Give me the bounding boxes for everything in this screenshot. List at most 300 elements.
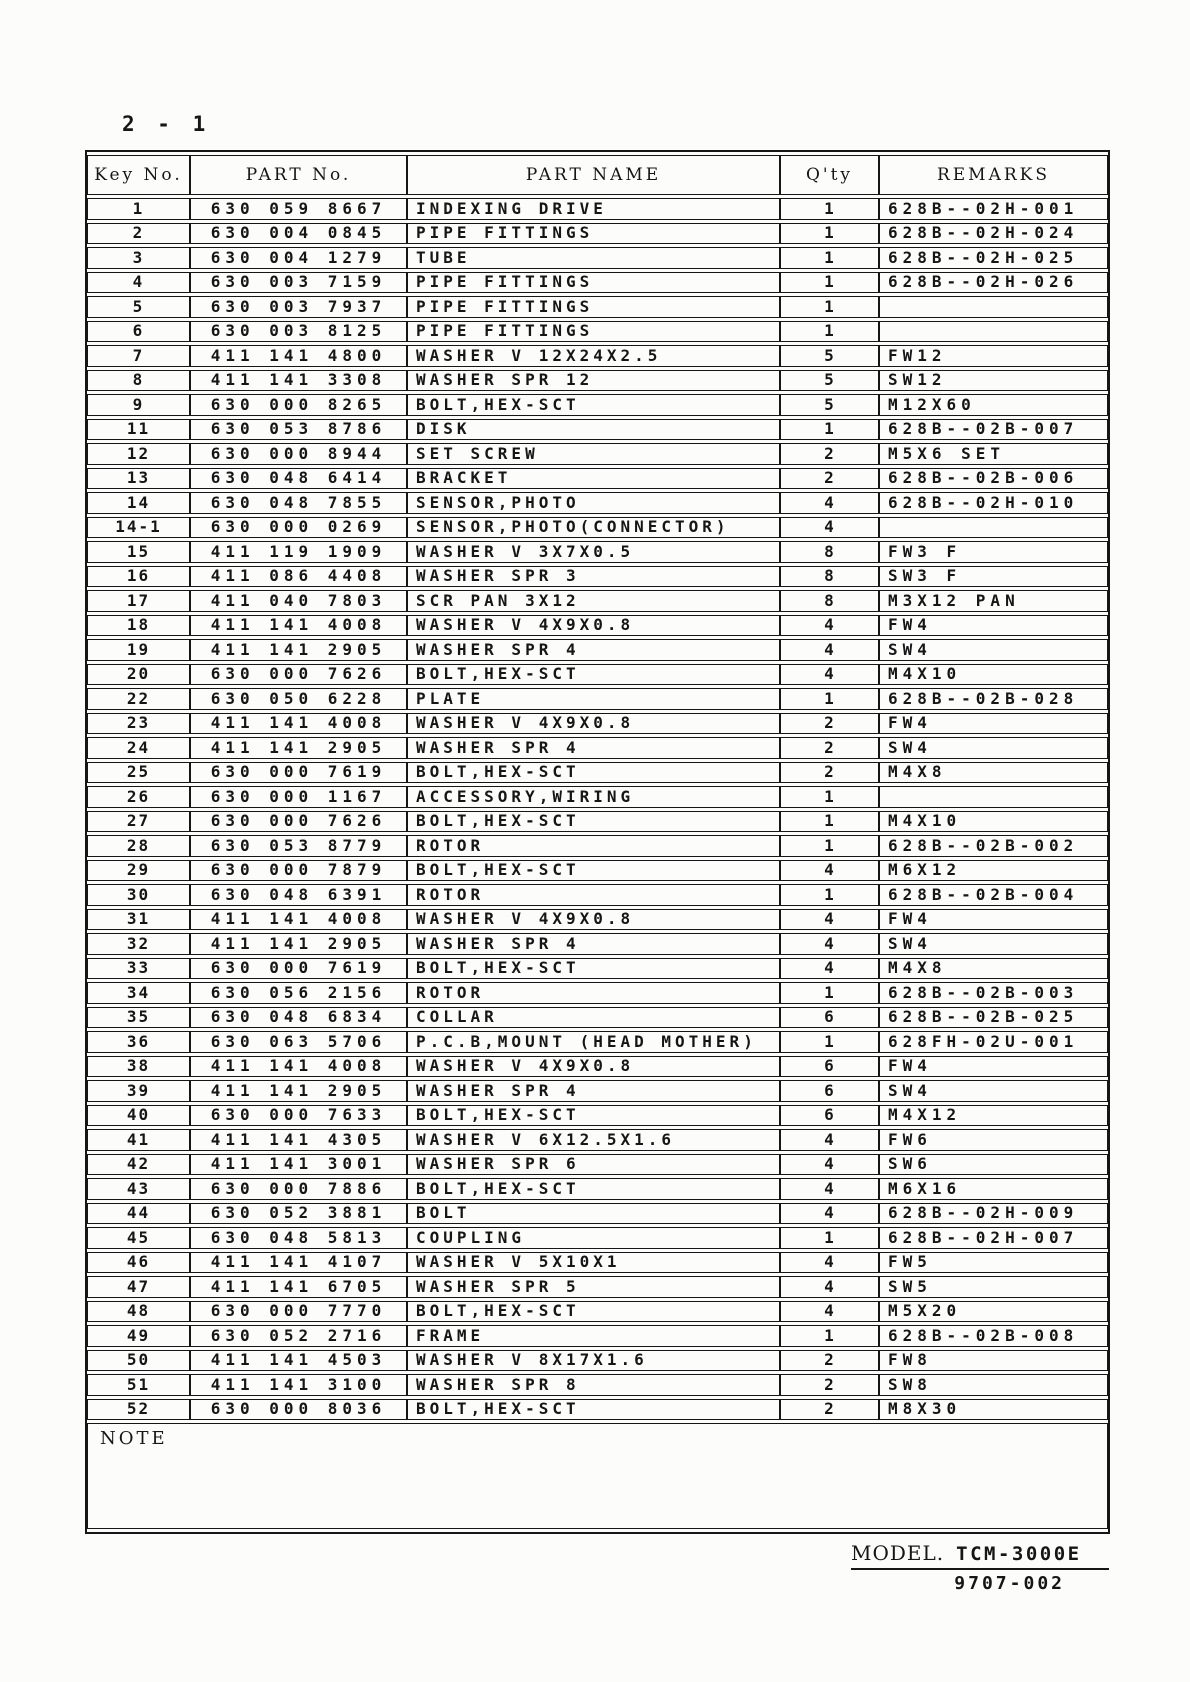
cell-remarks: M4X12 bbox=[879, 1105, 1108, 1127]
cell-key-no: 29 bbox=[87, 860, 190, 882]
cell-part-no: 411 141 2905 bbox=[190, 737, 407, 759]
cell-qty: 4 bbox=[780, 615, 879, 637]
cell-part-no: 411 141 3100 bbox=[190, 1374, 407, 1396]
cell-key-no: 16 bbox=[87, 566, 190, 588]
cell-remarks: M4X10 bbox=[879, 664, 1108, 686]
cell-key-no: 49 bbox=[87, 1325, 190, 1347]
cell-qty: 4 bbox=[780, 909, 879, 931]
cell-part-name: WASHER V 5X10X1 bbox=[407, 1252, 780, 1274]
cell-qty: 4 bbox=[780, 492, 879, 514]
cell-part-no: 630 000 7626 bbox=[190, 811, 407, 833]
table-row bbox=[87, 541, 1108, 563]
table-row bbox=[87, 639, 1108, 661]
cell-part-name: PIPE FITTINGS bbox=[407, 272, 780, 294]
footer bbox=[851, 1541, 1109, 1594]
cell-key-no: 42 bbox=[87, 1154, 190, 1176]
cell-part-name: BOLT,HEX-SCT bbox=[407, 811, 780, 833]
cell-key-no: 46 bbox=[87, 1252, 190, 1274]
cell-part-no: 411 141 4008 bbox=[190, 909, 407, 931]
cell-key-no: 39 bbox=[87, 1080, 190, 1102]
cell-remarks: 628B--02B-004 bbox=[879, 884, 1108, 906]
cell-qty: 1 bbox=[780, 198, 879, 220]
cell-part-no: 411 141 4800 bbox=[190, 345, 407, 367]
cell-part-name: BOLT,HEX-SCT bbox=[407, 762, 780, 784]
cell-qty: 2 bbox=[780, 443, 879, 465]
cell-part-name: P.C.B,MOUNT (HEAD MOTHER) bbox=[407, 1031, 780, 1053]
cell-part-no: 411 141 4305 bbox=[190, 1129, 407, 1151]
cell-part-name: SET SCREW bbox=[407, 443, 780, 465]
cell-part-name: WASHER SPR 12 bbox=[407, 370, 780, 392]
cell-qty: 4 bbox=[780, 1203, 879, 1225]
cell-part-name: ACCESSORY,WIRING bbox=[407, 786, 780, 808]
table-row bbox=[87, 443, 1108, 465]
table-row bbox=[87, 223, 1108, 245]
cell-part-no: 411 141 3308 bbox=[190, 370, 407, 392]
cell-part-name: WASHER V 12X24X2.5 bbox=[407, 345, 780, 367]
cell-part-no: 630 063 5706 bbox=[190, 1031, 407, 1053]
table-row bbox=[87, 370, 1108, 392]
cell-part-no: 630 004 0845 bbox=[190, 223, 407, 245]
cell-remarks: FW5 bbox=[879, 1252, 1108, 1274]
cell-key-no: 1 bbox=[87, 198, 190, 220]
table-row bbox=[87, 1203, 1108, 1225]
parts-table-body bbox=[87, 198, 1108, 1420]
cell-remarks: FW6 bbox=[879, 1129, 1108, 1151]
cell-remarks: M6X12 bbox=[879, 860, 1108, 882]
cell-part-no: 411 141 2905 bbox=[190, 1080, 407, 1102]
table-row bbox=[87, 1007, 1108, 1029]
cell-remarks bbox=[879, 296, 1108, 318]
cell-key-no: 17 bbox=[87, 590, 190, 612]
cell-key-no: 2 bbox=[87, 223, 190, 245]
cell-remarks: SW5 bbox=[879, 1276, 1108, 1298]
table-row bbox=[87, 1350, 1108, 1372]
cell-part-no: 630 000 7619 bbox=[190, 762, 407, 784]
cell-qty: 2 bbox=[780, 1350, 879, 1372]
cell-qty: 1 bbox=[780, 223, 879, 245]
table-row bbox=[87, 468, 1108, 490]
cell-part-name: PIPE FITTINGS bbox=[407, 223, 780, 245]
cell-part-no: 630 000 1167 bbox=[190, 786, 407, 808]
cell-part-name: ROTOR bbox=[407, 884, 780, 906]
header-part-no: PART No. bbox=[190, 155, 407, 195]
cell-part-no: 630 059 8667 bbox=[190, 198, 407, 220]
cell-remarks: FW8 bbox=[879, 1350, 1108, 1372]
cell-remarks: FW4 bbox=[879, 615, 1108, 637]
cell-part-name: BRACKET bbox=[407, 468, 780, 490]
cell-remarks: M5X20 bbox=[879, 1301, 1108, 1323]
cell-part-no: 630 052 2716 bbox=[190, 1325, 407, 1347]
cell-key-no: 50 bbox=[87, 1350, 190, 1372]
cell-qty: 6 bbox=[780, 1080, 879, 1102]
cell-part-no: 630 000 7879 bbox=[190, 860, 407, 882]
cell-qty: 1 bbox=[780, 811, 879, 833]
cell-part-no: 630 000 7619 bbox=[190, 958, 407, 980]
cell-remarks: 628B--02B-006 bbox=[879, 468, 1108, 490]
table-row bbox=[87, 884, 1108, 906]
cell-remarks: 628B--02H-001 bbox=[879, 198, 1108, 220]
cell-part-no: 411 141 2905 bbox=[190, 933, 407, 955]
cell-part-no: 630 003 7937 bbox=[190, 296, 407, 318]
doc-number: 9707-002 bbox=[954, 1573, 1065, 1594]
table-row bbox=[87, 664, 1108, 686]
cell-key-no: 32 bbox=[87, 933, 190, 955]
cell-part-no: 630 048 7855 bbox=[190, 492, 407, 514]
cell-remarks: SW4 bbox=[879, 933, 1108, 955]
cell-key-no: 51 bbox=[87, 1374, 190, 1396]
cell-key-no: 7 bbox=[87, 345, 190, 367]
parts-table-header bbox=[87, 155, 1108, 195]
cell-key-no: 28 bbox=[87, 835, 190, 857]
table-row bbox=[87, 1325, 1108, 1347]
table-row bbox=[87, 835, 1108, 857]
parts-table-container bbox=[85, 150, 1110, 1534]
table-row bbox=[87, 737, 1108, 759]
cell-remarks: SW8 bbox=[879, 1374, 1108, 1396]
note-section bbox=[87, 1423, 1108, 1529]
cell-part-name: SENSOR,PHOTO bbox=[407, 492, 780, 514]
cell-remarks bbox=[879, 517, 1108, 539]
cell-part-name: BOLT,HEX-SCT bbox=[407, 1178, 780, 1200]
cell-qty: 4 bbox=[780, 1178, 879, 1200]
table-row bbox=[87, 688, 1108, 710]
cell-part-no: 630 000 7626 bbox=[190, 664, 407, 686]
cell-part-name: FRAME bbox=[407, 1325, 780, 1347]
cell-part-name: WASHER V 6X12.5X1.6 bbox=[407, 1129, 780, 1151]
cell-part-name: BOLT,HEX-SCT bbox=[407, 1301, 780, 1323]
cell-part-name: BOLT,HEX-SCT bbox=[407, 664, 780, 686]
cell-qty: 6 bbox=[780, 1056, 879, 1078]
cell-remarks: FW4 bbox=[879, 1056, 1108, 1078]
cell-part-no: 630 000 0269 bbox=[190, 517, 407, 539]
table-row bbox=[87, 1252, 1108, 1274]
table-row bbox=[87, 517, 1108, 539]
cell-qty: 6 bbox=[780, 1007, 879, 1029]
cell-part-no: 411 141 4008 bbox=[190, 713, 407, 735]
cell-remarks: M6X16 bbox=[879, 1178, 1108, 1200]
cell-qty: 4 bbox=[780, 639, 879, 661]
cell-part-name: BOLT,HEX-SCT bbox=[407, 1399, 780, 1421]
table-row bbox=[87, 1031, 1108, 1053]
cell-part-no: 630 000 7633 bbox=[190, 1105, 407, 1127]
table-row bbox=[87, 982, 1108, 1004]
cell-part-name: BOLT,HEX-SCT bbox=[407, 860, 780, 882]
model-value: TCM-3000E bbox=[956, 1543, 1082, 1565]
cell-qty: 8 bbox=[780, 566, 879, 588]
table-row bbox=[87, 1301, 1108, 1323]
cell-key-no: 38 bbox=[87, 1056, 190, 1078]
cell-part-no: 630 000 8944 bbox=[190, 443, 407, 465]
cell-key-no: 24 bbox=[87, 737, 190, 759]
table-row bbox=[87, 713, 1108, 735]
cell-key-no: 13 bbox=[87, 468, 190, 490]
cell-key-no: 25 bbox=[87, 762, 190, 784]
cell-key-no: 34 bbox=[87, 982, 190, 1004]
cell-qty: 4 bbox=[780, 517, 879, 539]
table-row bbox=[87, 492, 1108, 514]
cell-qty: 4 bbox=[780, 1276, 879, 1298]
cell-qty: 1 bbox=[780, 982, 879, 1004]
cell-part-name: BOLT,HEX-SCT bbox=[407, 958, 780, 980]
cell-key-no: 14 bbox=[87, 492, 190, 514]
cell-part-no: 630 003 8125 bbox=[190, 321, 407, 343]
cell-qty: 2 bbox=[780, 1399, 879, 1421]
cell-part-name: PLATE bbox=[407, 688, 780, 710]
cell-qty: 1 bbox=[780, 786, 879, 808]
cell-remarks bbox=[879, 321, 1108, 343]
cell-part-name: WASHER SPR 8 bbox=[407, 1374, 780, 1396]
table-row bbox=[87, 419, 1108, 441]
cell-qty: 2 bbox=[780, 1374, 879, 1396]
cell-part-name: WASHER V 3X7X0.5 bbox=[407, 541, 780, 563]
cell-remarks: 628B--02B-002 bbox=[879, 835, 1108, 857]
cell-part-name: WASHER SPR 3 bbox=[407, 566, 780, 588]
cell-remarks: 628B--02B-008 bbox=[879, 1325, 1108, 1347]
cell-remarks: 628B--02B-028 bbox=[879, 688, 1108, 710]
cell-remarks: SW12 bbox=[879, 370, 1108, 392]
cell-part-no: 411 141 4008 bbox=[190, 615, 407, 637]
table-row bbox=[87, 1276, 1108, 1298]
header-key-no: Key No. bbox=[87, 155, 190, 195]
cell-part-no: 411 141 4008 bbox=[190, 1056, 407, 1078]
cell-qty: 5 bbox=[780, 345, 879, 367]
table-row bbox=[87, 958, 1108, 980]
cell-remarks: SW6 bbox=[879, 1154, 1108, 1176]
cell-qty: 4 bbox=[780, 933, 879, 955]
cell-key-no: 6 bbox=[87, 321, 190, 343]
cell-key-no: 30 bbox=[87, 884, 190, 906]
table-row bbox=[87, 933, 1108, 955]
cell-part-no: 630 000 8036 bbox=[190, 1399, 407, 1421]
cell-remarks: 628B--02H-024 bbox=[879, 223, 1108, 245]
cell-part-no: 411 141 2905 bbox=[190, 639, 407, 661]
table-row bbox=[87, 909, 1108, 931]
cell-key-no: 19 bbox=[87, 639, 190, 661]
cell-part-no: 630 056 2156 bbox=[190, 982, 407, 1004]
cell-key-no: 4 bbox=[87, 272, 190, 294]
cell-remarks: SW3 F bbox=[879, 566, 1108, 588]
cell-remarks: SW4 bbox=[879, 639, 1108, 661]
cell-part-name: WASHER V 4X9X0.8 bbox=[407, 713, 780, 735]
cell-part-name: COLLAR bbox=[407, 1007, 780, 1029]
table-row bbox=[87, 1374, 1108, 1396]
cell-key-no: 20 bbox=[87, 664, 190, 686]
cell-part-name: WASHER V 4X9X0.8 bbox=[407, 615, 780, 637]
cell-qty: 2 bbox=[780, 713, 879, 735]
cell-part-no: 411 141 4503 bbox=[190, 1350, 407, 1372]
cell-qty: 6 bbox=[780, 1105, 879, 1127]
cell-key-no: 40 bbox=[87, 1105, 190, 1127]
cell-qty: 1 bbox=[780, 1325, 879, 1347]
cell-remarks: 628B--02H-010 bbox=[879, 492, 1108, 514]
cell-remarks: 628B--02B-007 bbox=[879, 419, 1108, 441]
table-row bbox=[87, 786, 1108, 808]
cell-part-name: WASHER SPR 6 bbox=[407, 1154, 780, 1176]
cell-key-no: 33 bbox=[87, 958, 190, 980]
cell-remarks: FW4 bbox=[879, 713, 1108, 735]
table-row bbox=[87, 345, 1108, 367]
model-line bbox=[851, 1541, 1109, 1570]
cell-part-no: 630 053 8786 bbox=[190, 419, 407, 441]
cell-qty: 5 bbox=[780, 370, 879, 392]
cell-remarks: M3X12 PAN bbox=[879, 590, 1108, 612]
cell-part-no: 411 040 7803 bbox=[190, 590, 407, 612]
cell-part-name: WASHER V 4X9X0.8 bbox=[407, 1056, 780, 1078]
cell-key-no: 47 bbox=[87, 1276, 190, 1298]
cell-part-no: 411 119 1909 bbox=[190, 541, 407, 563]
cell-remarks: FW4 bbox=[879, 909, 1108, 931]
cell-key-no: 45 bbox=[87, 1227, 190, 1249]
table-row bbox=[87, 762, 1108, 784]
cell-key-no: 9 bbox=[87, 394, 190, 416]
table-row bbox=[87, 860, 1108, 882]
cell-qty: 1 bbox=[780, 247, 879, 269]
table-row bbox=[87, 1178, 1108, 1200]
cell-qty: 2 bbox=[780, 762, 879, 784]
cell-key-no: 18 bbox=[87, 615, 190, 637]
cell-key-no: 14-1 bbox=[87, 517, 190, 539]
cell-part-name: WASHER SPR 4 bbox=[407, 639, 780, 661]
cell-part-no: 411 141 4107 bbox=[190, 1252, 407, 1274]
cell-key-no: 26 bbox=[87, 786, 190, 808]
cell-remarks: FW3 F bbox=[879, 541, 1108, 563]
cell-part-name: BOLT,HEX-SCT bbox=[407, 1105, 780, 1127]
table-row bbox=[87, 198, 1108, 220]
cell-part-no: 411 086 4408 bbox=[190, 566, 407, 588]
cell-key-no: 44 bbox=[87, 1203, 190, 1225]
table-row bbox=[87, 590, 1108, 612]
header-row bbox=[87, 155, 1108, 195]
header-remarks: REMARKS bbox=[879, 155, 1108, 195]
page-number: 2 - 1 bbox=[122, 112, 211, 136]
cell-key-no: 12 bbox=[87, 443, 190, 465]
cell-qty: 2 bbox=[780, 468, 879, 490]
cell-remarks: 628B--02H-026 bbox=[879, 272, 1108, 294]
cell-key-no: 41 bbox=[87, 1129, 190, 1151]
cell-part-name: ROTOR bbox=[407, 982, 780, 1004]
cell-qty: 4 bbox=[780, 1301, 879, 1323]
cell-qty: 1 bbox=[780, 419, 879, 441]
note-row bbox=[87, 1423, 1108, 1529]
cell-part-name: SENSOR,PHOTO(CONNECTOR) bbox=[407, 517, 780, 539]
cell-key-no: 11 bbox=[87, 419, 190, 441]
note-label: NOTE bbox=[87, 1423, 1108, 1529]
cell-qty: 4 bbox=[780, 1154, 879, 1176]
parts-table bbox=[87, 152, 1108, 1532]
table-row bbox=[87, 394, 1108, 416]
cell-qty: 1 bbox=[780, 272, 879, 294]
cell-part-no: 630 053 8779 bbox=[190, 835, 407, 857]
cell-key-no: 5 bbox=[87, 296, 190, 318]
cell-part-no: 630 048 5813 bbox=[190, 1227, 407, 1249]
cell-key-no: 43 bbox=[87, 1178, 190, 1200]
table-row bbox=[87, 1154, 1108, 1176]
table-row bbox=[87, 615, 1108, 637]
table-row bbox=[87, 1080, 1108, 1102]
cell-key-no: 15 bbox=[87, 541, 190, 563]
cell-remarks: M8X30 bbox=[879, 1399, 1108, 1421]
cell-key-no: 3 bbox=[87, 247, 190, 269]
cell-remarks: FW12 bbox=[879, 345, 1108, 367]
cell-remarks: SW4 bbox=[879, 737, 1108, 759]
cell-qty: 1 bbox=[780, 884, 879, 906]
table-row bbox=[87, 296, 1108, 318]
header-qty: Q'ty bbox=[780, 155, 879, 195]
cell-remarks: 628B--02B-003 bbox=[879, 982, 1108, 1004]
cell-qty: 8 bbox=[780, 541, 879, 563]
cell-key-no: 35 bbox=[87, 1007, 190, 1029]
cell-key-no: 31 bbox=[87, 909, 190, 931]
cell-remarks: M4X8 bbox=[879, 958, 1108, 980]
table-row bbox=[87, 1399, 1108, 1421]
cell-part-name: BOLT,HEX-SCT bbox=[407, 394, 780, 416]
cell-remarks: 628B--02H-025 bbox=[879, 247, 1108, 269]
cell-part-no: 630 050 6228 bbox=[190, 688, 407, 710]
cell-remarks: M4X8 bbox=[879, 762, 1108, 784]
table-row bbox=[87, 272, 1108, 294]
table-row bbox=[87, 811, 1108, 833]
cell-key-no: 52 bbox=[87, 1399, 190, 1421]
cell-key-no: 48 bbox=[87, 1301, 190, 1323]
table-row bbox=[87, 1056, 1108, 1078]
cell-qty: 1 bbox=[780, 296, 879, 318]
cell-remarks: 628B--02B-025 bbox=[879, 1007, 1108, 1029]
cell-part-name: WASHER SPR 4 bbox=[407, 933, 780, 955]
cell-qty: 1 bbox=[780, 1227, 879, 1249]
cell-key-no: 27 bbox=[87, 811, 190, 833]
cell-qty: 2 bbox=[780, 737, 879, 759]
cell-remarks bbox=[879, 786, 1108, 808]
cell-part-no: 630 048 6414 bbox=[190, 468, 407, 490]
cell-remarks: M12X60 bbox=[879, 394, 1108, 416]
cell-part-no: 630 004 1279 bbox=[190, 247, 407, 269]
cell-qty: 1 bbox=[780, 688, 879, 710]
cell-qty: 4 bbox=[780, 958, 879, 980]
cell-key-no: 22 bbox=[87, 688, 190, 710]
cell-part-no: 411 141 6705 bbox=[190, 1276, 407, 1298]
cell-part-no: 630 052 3881 bbox=[190, 1203, 407, 1225]
cell-part-name: WASHER V 8X17X1.6 bbox=[407, 1350, 780, 1372]
cell-key-no: 8 bbox=[87, 370, 190, 392]
cell-qty: 5 bbox=[780, 394, 879, 416]
cell-remarks: 628B--02H-009 bbox=[879, 1203, 1108, 1225]
cell-part-name: ROTOR bbox=[407, 835, 780, 857]
cell-qty: 4 bbox=[780, 1252, 879, 1274]
cell-part-no: 630 000 7770 bbox=[190, 1301, 407, 1323]
cell-remarks: SW4 bbox=[879, 1080, 1108, 1102]
cell-part-name: SCR PAN 3X12 bbox=[407, 590, 780, 612]
cell-part-name: DISK bbox=[407, 419, 780, 441]
cell-remarks: 628FH-02U-001 bbox=[879, 1031, 1108, 1053]
cell-remarks: M5X6 SET bbox=[879, 443, 1108, 465]
cell-qty: 4 bbox=[780, 1129, 879, 1151]
cell-part-name: WASHER SPR 4 bbox=[407, 737, 780, 759]
model-label: MODEL. bbox=[851, 1541, 945, 1565]
cell-part-no: 630 048 6391 bbox=[190, 884, 407, 906]
cell-remarks: M4X10 bbox=[879, 811, 1108, 833]
cell-part-name: COUPLING bbox=[407, 1227, 780, 1249]
table-row bbox=[87, 247, 1108, 269]
table-row bbox=[87, 566, 1108, 588]
cell-key-no: 23 bbox=[87, 713, 190, 735]
cell-qty: 1 bbox=[780, 1031, 879, 1053]
cell-part-name: PIPE FITTINGS bbox=[407, 296, 780, 318]
header-part-name: PART NAME bbox=[407, 155, 780, 195]
table-row bbox=[87, 1227, 1108, 1249]
cell-part-name: INDEXING DRIVE bbox=[407, 198, 780, 220]
cell-part-name: TUBE bbox=[407, 247, 780, 269]
cell-part-name: PIPE FITTINGS bbox=[407, 321, 780, 343]
